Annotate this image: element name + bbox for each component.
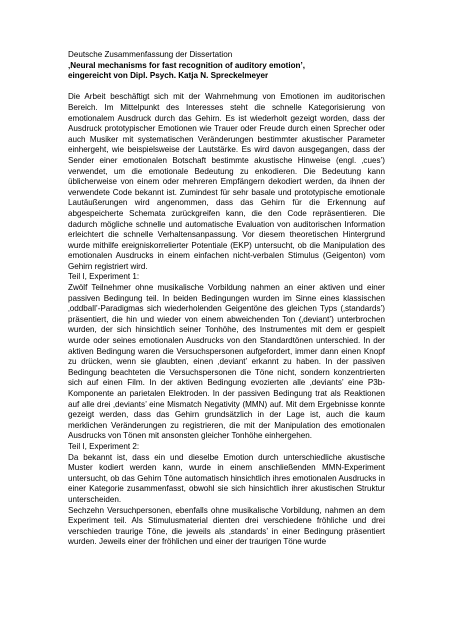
section-2-title: Teil I, Experiment 2: [68,441,140,451]
section-1-title: Teil I, Experiment 1: [68,272,140,282]
section-2-paragraph-1: Da bekannt ist, dass ein und dieselbe Emotion durch unterschiedliche akustische Muster kodiert werden kann, wurde in einem anschließenden MMN-Experiment untersucht, ob das Gehirn Töne automatisch hinsichtlich ihres emotionalen Ausdrucks in einer Kategorie zusammenfasst, obwohl sie sich hinsichtlich ihrer akustischen Struktur unterscheiden. [68,452,385,504]
section-2-paragraph-2: Sechzehn Versuchpersonen, ebenfalls ohne musikalische Vorbildung, nahmen an dem Experiment teil. Als Stimulusmaterial dienten drei verschiedene fröhliche und drei verschieden traurige Töne, die jeweils als ‚standards’ in einer Bedingung präsentiert wurden. Jeweils einer der fröhlichen und einer der traurigen Töne wurde [68,505,385,547]
author-line: eingereicht von Dipl. Psych. Katja N. Spreckelmeyer [68,71,269,81]
section-1-paragraph: Zwölf Teilnehmer ohne musikalische Vorbildung nahmen an einer aktiven und einer passiven Bedingung teil. In beiden Bedingungen wurden im Sinne eines klassischen ‚oddball’-Paradigmas sich wiederholenden Geigentöne des gleichen Typs (‚standards’) präsentiert, die hin und wieder von einem abweichenden Ton (‚deviant’) unterbrochen wurden, der sich hinsichtlich seiner Tonhöhe, des Instrumentes mit dem er gespielt wurde oder seines emotionalen Ausdrucks von den Standardtönen unterschied. In der aktiven Bedingung waren die Versuchspersonen aufgefordert, immer dann einen Knopf zu drücken, wenn sie glaubten, einen ‚deviant’ erkannt zu haben. In der passiven Bedingung beachteten die Versuchspersonen die Töne nicht, sondern konzentrierten sich auf einen Film. In der aktiven Bedingung evozierten alle ‚deviants’ eine P3b-Komponente an parietalen Elektroden. In der passiven Bedingung trat als Reaktionen auf alle drei ‚deviants’ eine Mismatch Negativity (MMN) auf. Mit dem Ergebnisse konnte gezeigt werden, dass das Gehirn grundsätzlich in der Lage ist, auch die kaum merklichen Veränderungen zu registrieren, die mit der Manipulation des emotionalen Ausdrucks von Tönen mit ansonsten gleicher Tonhöhe einhergehen. [68,283,385,441]
document-heading-line-1: Deutsche Zusammenfassung der Dissertation [68,50,233,59]
document-body [68,50,385,548]
intro-paragraph: Die Arbeit beschäftigt sich mit der Wahrnehmung von Emotionen im auditorischen Bereich. Im Mittelpunkt des Interesses steht die schnelle Kategorisierung von emotionalem Ausdruck durch das Gehirn. Es ist wiederholt gezeigt worden, dass der Ausdruck prototypischer Emotionen wie Trauer oder Freude durch einen Sprecher oder auch Musiker mit systematischen Veränderungen bestimmter akustischer Parameter einhergeht, wie beispielsweise der Lautstärke. Es wird davon ausgegangen, dass der Sender einer emotionalen Botschaft bestimmte akustische Hinweise (engl. ‚cues’) verwendet, um die emotionale Bedeutung zu enkodieren. Die Bedeutung kann üblicherweise von einem oder mehreren Empfängern dekodiert werden, da ihnen der verwendete Code bekannt ist. Zumindest für sehr basale und prototypische emotionale Lautäußerungen wird angenommen, dass das Gehirn für die Erkennung auf abgespeicherte Schemata zurückgreifen kann, die den Code repräsentieren. Die dadurch mögliche schnelle und automatische Evaluation von auditorischen Information erleichtert die schnelle Verhaltensanpassung. Vor diesem theoretischen Hintergrund wurde mithilfe ereigniskorrelierter Potentiale (EKP) untersucht, ob die Manipulation des emotionalen Ausdrucks in einem einfachen nicht-verbalen Stimulus (Geigenton) vom Gehirn registriert wird. [68,92,385,271]
dissertation-title: ‚Neural mechanisms for fast recognition of auditory emotion’, [68,60,306,70]
